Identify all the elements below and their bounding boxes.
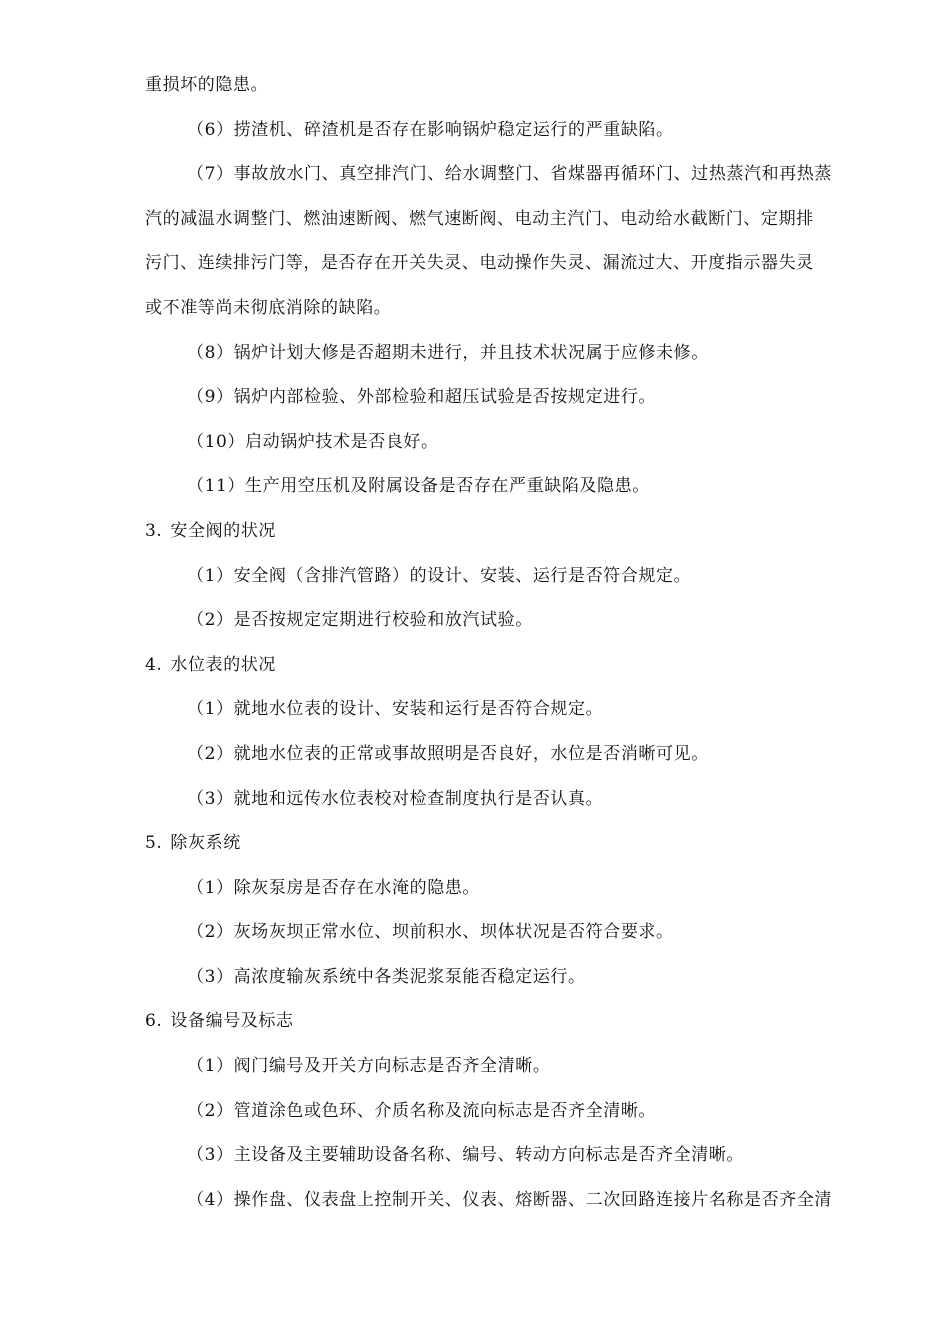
- item-9: （9）锅炉内部检验、外部检验和超压试验是否按规定进行。: [187, 387, 657, 408]
- text-line-continuation: 重损坏的隐患。: [145, 75, 269, 95]
- item-7-line-2: 汽的减温水调整门、燃油速断阀、燃气速断阀、电动主汽门、电动给水截断门、定期排: [145, 208, 814, 229]
- section-number: 5.: [145, 833, 163, 854]
- section-title: 安全阀的状况: [170, 520, 277, 541]
- section-6-item-2: （2）管道涂色或色环、介质名称及流向标志是否齐全清晰。: [187, 1100, 657, 1121]
- item-10: （10）启动锅炉技术是否良好。: [187, 431, 439, 452]
- item-6: （6）捞渣机、碎渣机是否存在影响锅炉稳定运行的严重缺陷。: [187, 119, 674, 140]
- section-title: 设备编号及标志: [170, 1011, 294, 1032]
- section-4-item-1: （1）就地水位表的设计、安装和运行是否符合规定。: [187, 699, 604, 720]
- section-6-heading: [145, 1005, 880, 1050]
- section-6-item-3: （3）主设备及主要辅助设备名称、编号、转动方向标志是否齐全清晰。: [187, 1145, 745, 1166]
- section-number: 4.: [145, 654, 163, 675]
- item-7-line-3: 污门、连续排污门等，是否存在开关失灵、电动操作失灵、漏流过大、开度指示器失灵: [145, 253, 814, 274]
- item-7-line-4: 或不准等尚未彻底消除的缺陷。: [145, 297, 392, 318]
- section-5-heading: [145, 827, 880, 872]
- section-4-heading: [145, 649, 880, 694]
- section-5-item-2: （2）灰场灰坝正常水位、坝前积水、坝体状况是否符合要求。: [187, 922, 674, 943]
- section-4-item-3: （3）就地和远传水位表校对检查制度执行是否认真。: [187, 788, 604, 809]
- section-3-heading: [145, 515, 880, 560]
- section-4-item-2: （2）就地水位表的正常或事故照明是否良好，水位是否消晰可见。: [187, 743, 709, 764]
- section-6-item-1: （1）阀门编号及开关方向标志是否齐全清晰。: [187, 1056, 551, 1077]
- section-5-item-3: （3）高浓度输灰系统中各类泥浆泵能否稳定运行。: [187, 966, 586, 987]
- item-8: （8）锅炉计划大修是否超期未进行，并且技术状况属于应修未修。: [187, 342, 709, 363]
- document-body: [145, 69, 880, 1228]
- section-title: 除灰系统: [170, 833, 241, 854]
- section-title: 水位表的状况: [170, 654, 277, 675]
- item-11: （11）生产用空压机及附属设备是否存在严重缺陷及隐患。: [187, 476, 650, 497]
- section-5-item-1: （1）除灰泵房是否存在水淹的隐患。: [187, 877, 481, 898]
- section-number: 3.: [145, 520, 163, 541]
- section-number: 6.: [145, 1011, 163, 1032]
- item-7-line-1: （7）事故放水门、真空排汽门、给水调整门、省煤器再循环门、过热蒸汽和再热蒸: [187, 164, 833, 185]
- section-3-item-1: （1）安全阀（含排汽管路）的设计、安装、运行是否符合规定。: [187, 565, 692, 586]
- section-6-item-4: （4）操作盘、仪表盘上控制开关、仪表、熔断器、二次回路连接片名称是否齐全清: [187, 1189, 833, 1210]
- section-3-item-2: （2）是否按规定定期进行校验和放汽试验。: [187, 610, 533, 631]
